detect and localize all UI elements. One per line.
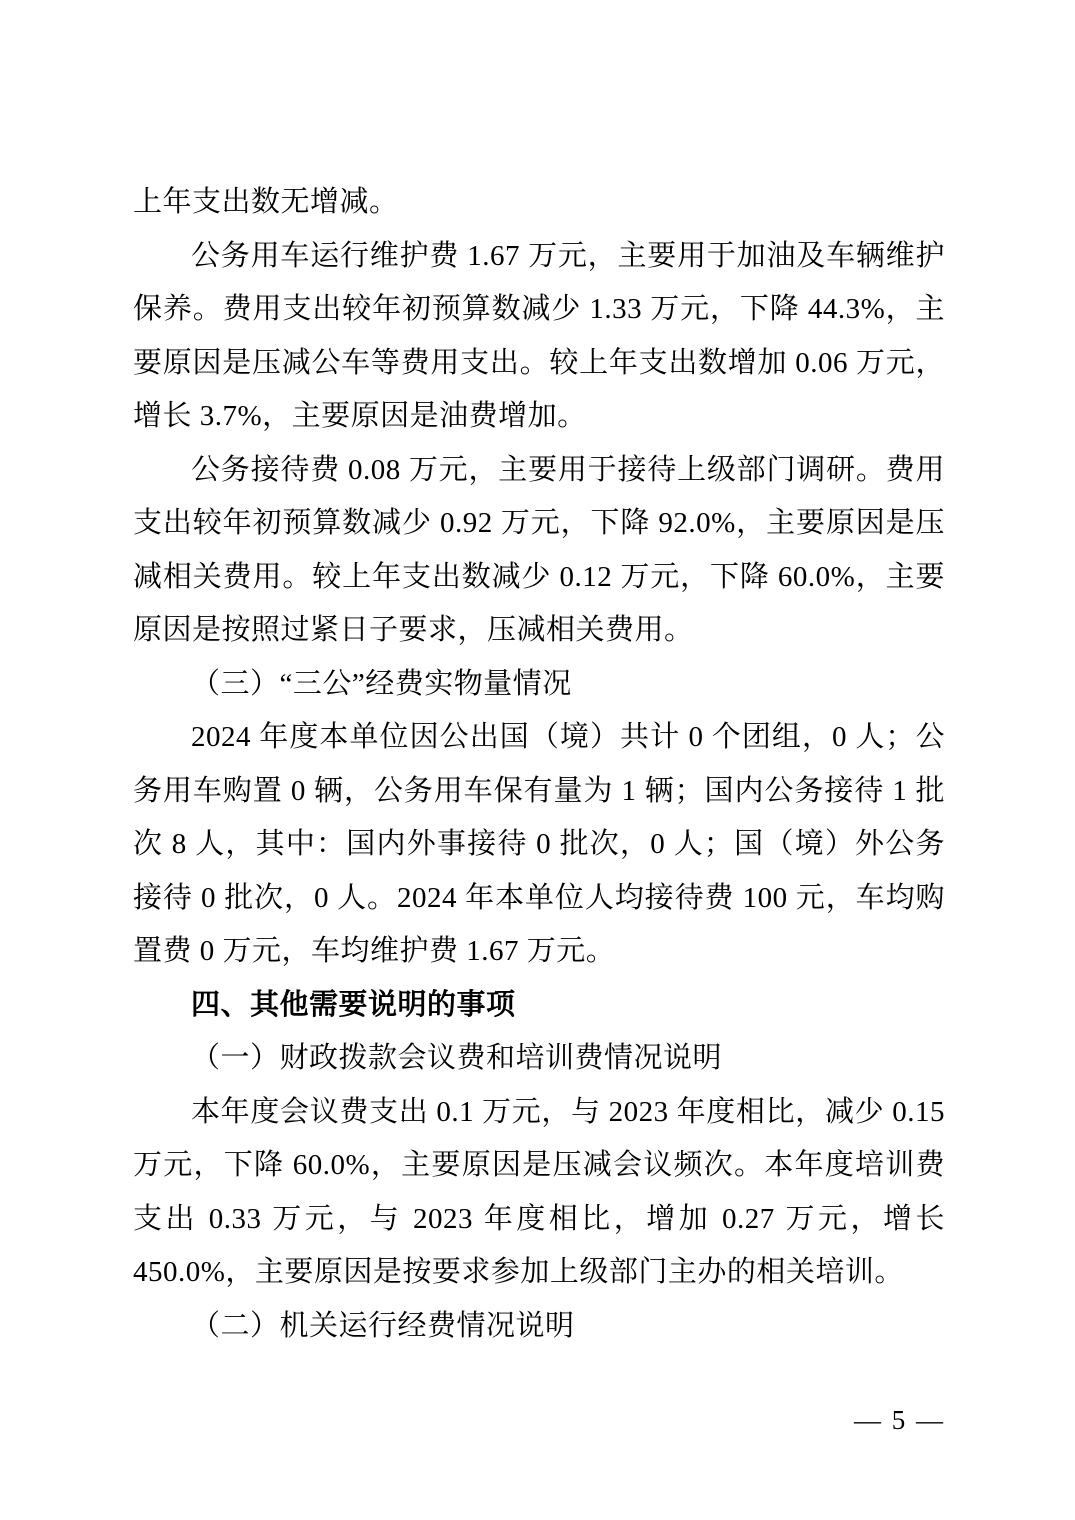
page-number-text: — 5 — [854,1405,945,1435]
paragraph-physical-quantity-details: 2024 年度本单位因公出国（境）共计 0 个团组，0 人；公务用车购置 0 辆，公务用车保有量为 1 辆；国内公务接待 1 批次 8 人，其中：国内外事接待 0 批次，0 人；国（境）外公务接待 0 批次，0 人。2024 年本单位人均接待费 100 元，车均购置费 0 万元，车均维护费 1.67 万元。 [133,721,945,967]
sub-heading-three-public-expenses: （三）“三公”经费实物量情况 [191,667,572,700]
paragraph-official-reception-cost: 公务接待费 0.08 万元，主要用于接待上级部门调研。费用支出较年初预算数减少 0.92 万元，下降 92.0%，主要原因是压减相关费用。较上年支出数减少 0.12 万元，下降 60.0%，主要原因是按照过紧日子要求，压减相关费用。 [133,453,945,646]
sub-heading-meeting-training-fees: （一）财政拨款会议费和培训费情况说明 [191,1042,723,1074]
section-heading-other-matters: 四、其他需要说明的事项 [191,988,516,1021]
page-number [133,1400,945,1440]
paragraph-vehicle-maintenance-cost: 公务用车运行维护费 1.67 万元，主要用于加油及车辆维护保养。费用支出较年初预算数减少 1.33 万元，下降 44.3%，主要原因是压减公车等费用支出。较上年支出数增加 0.06 万元，增长 3.7%，主要原因是油费增加。 [133,239,945,432]
paragraph-meeting-training-details: 本年度会议费支出 0.1 万元，与 2023 年度相比，减少 0.15 万元，下降 60.0%，主要原因是压减会议频次。本年度培训费支出 0.33 万元，与 2023 年度相比，增加 0.27 万元，增长 450.0%，主要原因是按要求参加上级部门主办的相关培训。 [133,1095,945,1288]
sub-heading-agency-operating-expenses: （二）机关运行经费情况说明 [191,1309,575,1342]
paragraph-carryover-line: 上年支出数无增减。 [133,186,399,218]
page-content [133,176,945,1353]
